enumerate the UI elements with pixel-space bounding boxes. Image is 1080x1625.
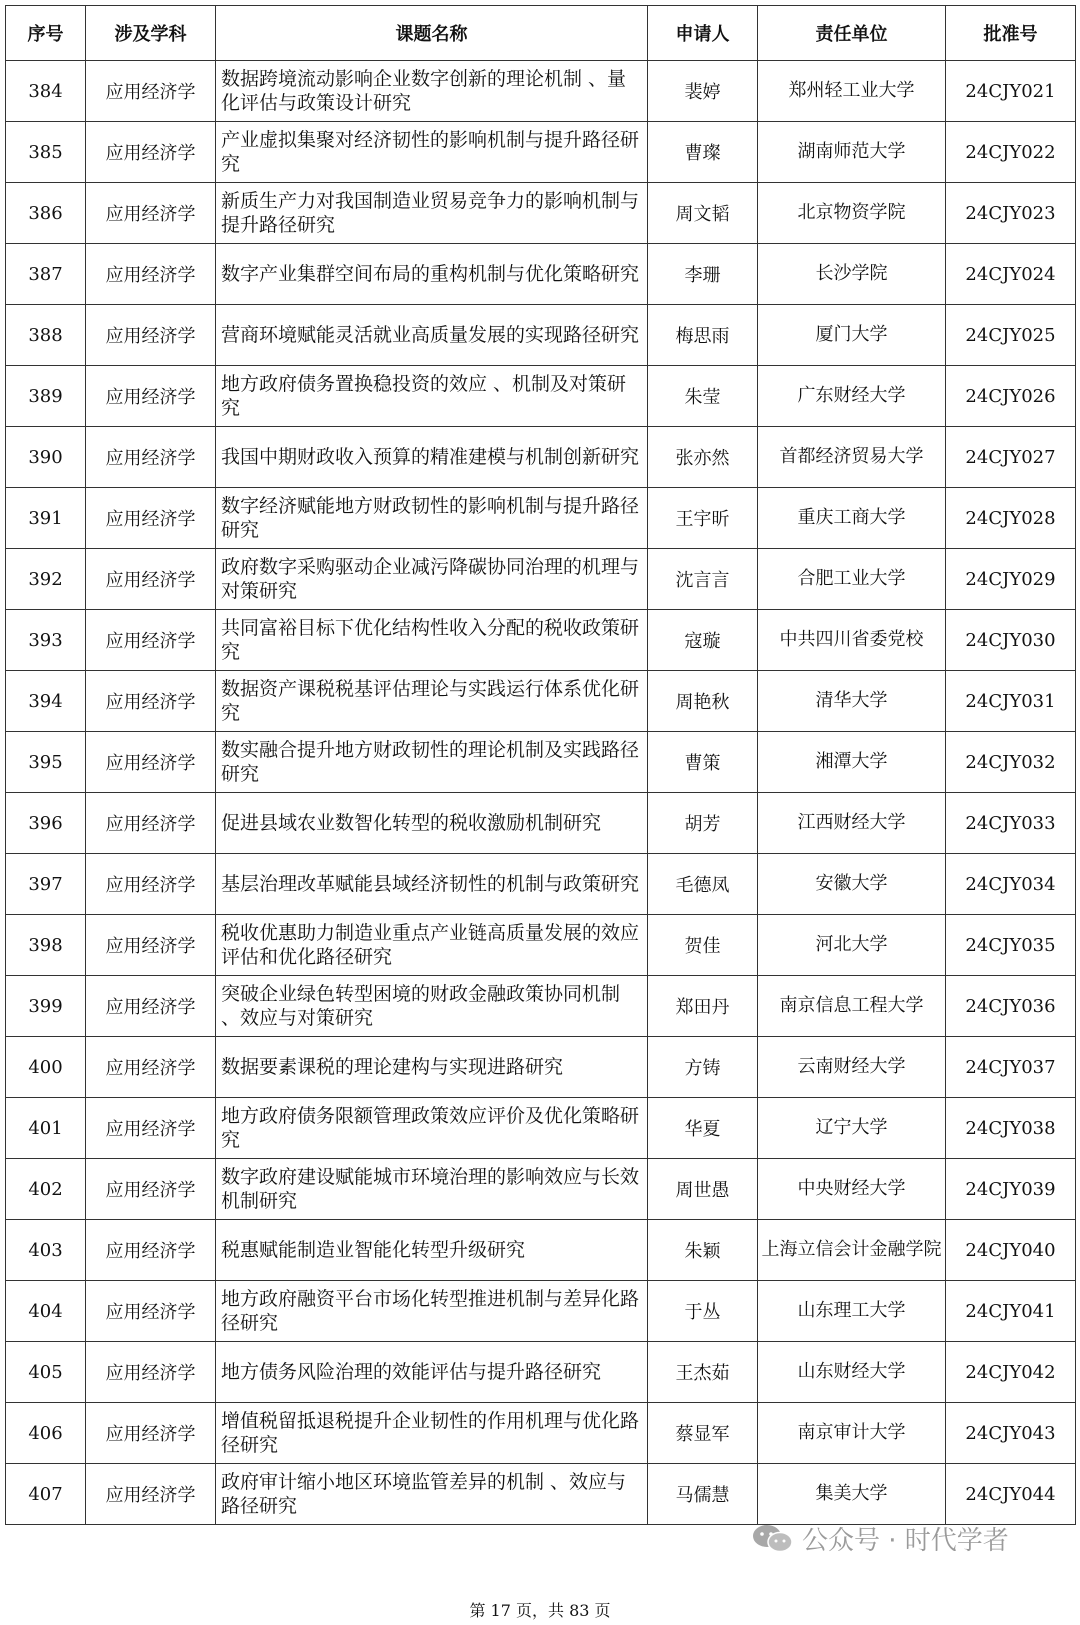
cell-unit: 湖南师范大学	[758, 122, 946, 183]
cell-applicant: 蔡显军	[648, 1403, 758, 1464]
cell-approval: 24CJY040	[946, 1220, 1076, 1281]
cell-applicant: 沈言言	[648, 549, 758, 610]
cell-title: 地方债务风险治理的效能评估与提升路径研究	[216, 1342, 648, 1403]
cell-subject: 应用经济学	[86, 122, 216, 183]
cell-applicant: 郑田丹	[648, 976, 758, 1037]
table-row	[6, 183, 1076, 244]
cell-subject: 应用经济学	[86, 61, 216, 122]
cell-title: 产业虚拟集聚对经济韧性的影响机制与提升路径研究	[216, 122, 648, 183]
cell-title: 数字政府建设赋能城市环境治理的影响效应与长效机制研究	[216, 1159, 648, 1220]
cell-unit: 云南财经大学	[758, 1037, 946, 1098]
cell-unit: 广东财经大学	[758, 366, 946, 427]
cell-approval: 24CJY030	[946, 610, 1076, 671]
cell-seq: 392	[6, 549, 86, 610]
cell-unit: 河北大学	[758, 915, 946, 976]
cell-title: 数据跨境流动影响企业数字创新的理论机制 、量化评估与政策设计研究	[216, 61, 648, 122]
table-row	[6, 427, 1076, 488]
cell-unit: 合肥工业大学	[758, 549, 946, 610]
cell-subject: 应用经济学	[86, 854, 216, 915]
cell-applicant: 周艳秋	[648, 671, 758, 732]
cell-seq: 393	[6, 610, 86, 671]
cell-unit: 首都经济贸易大学	[758, 427, 946, 488]
cell-approval: 24CJY022	[946, 122, 1076, 183]
cell-seq: 404	[6, 1281, 86, 1342]
cell-applicant: 周文韬	[648, 183, 758, 244]
cell-subject: 应用经济学	[86, 1403, 216, 1464]
cell-seq: 386	[6, 183, 86, 244]
cell-subject: 应用经济学	[86, 671, 216, 732]
cell-seq: 407	[6, 1464, 86, 1525]
cell-seq: 400	[6, 1037, 86, 1098]
cell-title: 地方政府债务置换稳投资的效应 、机制及对策研究	[216, 366, 648, 427]
cell-subject: 应用经济学	[86, 1464, 216, 1525]
cell-seq: 391	[6, 488, 86, 549]
cell-seq: 395	[6, 732, 86, 793]
cell-subject: 应用经济学	[86, 244, 216, 305]
cell-approval: 24CJY036	[946, 976, 1076, 1037]
cell-unit: 重庆工商大学	[758, 488, 946, 549]
wechat-icon	[752, 1523, 794, 1555]
cell-unit: 安徽大学	[758, 854, 946, 915]
cell-seq: 398	[6, 915, 86, 976]
table-row	[6, 610, 1076, 671]
cell-title: 新质生产力对我国制造业贸易竞争力的影响机制与提升路径研究	[216, 183, 648, 244]
cell-applicant: 王杰茹	[648, 1342, 758, 1403]
cell-applicant: 朱颖	[648, 1220, 758, 1281]
cell-approval: 24CJY026	[946, 366, 1076, 427]
table-row	[6, 122, 1076, 183]
cell-seq: 397	[6, 854, 86, 915]
table-row	[6, 1037, 1076, 1098]
cell-title: 税收优惠助力制造业重点产业链高质量发展的效应评估和优化路径研究	[216, 915, 648, 976]
table-row	[6, 793, 1076, 854]
cell-subject: 应用经济学	[86, 305, 216, 366]
cell-unit: 辽宁大学	[758, 1098, 946, 1159]
project-table	[5, 5, 1076, 1525]
cell-subject: 应用经济学	[86, 915, 216, 976]
cell-approval: 24CJY038	[946, 1098, 1076, 1159]
cell-applicant: 裴婷	[648, 61, 758, 122]
cell-title: 政府审计缩小地区环境监管差异的机制 、效应与路径研究	[216, 1464, 648, 1525]
header-subject: 涉及学科	[86, 6, 216, 61]
cell-title: 基层治理改革赋能县域经济韧性的机制与政策研究	[216, 854, 648, 915]
table-row	[6, 671, 1076, 732]
cell-approval: 24CJY035	[946, 915, 1076, 976]
cell-title: 政府数字采购驱动企业减污降碳协同治理的机理与对策研究	[216, 549, 648, 610]
cell-seq: 403	[6, 1220, 86, 1281]
table-row	[6, 1220, 1076, 1281]
cell-approval: 24CJY032	[946, 732, 1076, 793]
cell-subject: 应用经济学	[86, 976, 216, 1037]
cell-approval: 24CJY037	[946, 1037, 1076, 1098]
cell-approval: 24CJY021	[946, 61, 1076, 122]
cell-seq: 394	[6, 671, 86, 732]
table-row	[6, 488, 1076, 549]
cell-approval: 24CJY027	[946, 427, 1076, 488]
watermark-text: 公众号 · 时代学者	[802, 1526, 1009, 1556]
watermark	[752, 1520, 1009, 1557]
cell-subject: 应用经济学	[86, 1281, 216, 1342]
table-row	[6, 915, 1076, 976]
cell-applicant: 张亦然	[648, 427, 758, 488]
page-number-footer: 第 17 页，共 83 页	[469, 1601, 611, 1620]
cell-subject: 应用经济学	[86, 427, 216, 488]
cell-approval: 24CJY033	[946, 793, 1076, 854]
cell-applicant: 方铸	[648, 1037, 758, 1098]
cell-unit: 上海立信会计金融学院	[758, 1220, 946, 1281]
cell-seq: 389	[6, 366, 86, 427]
table-row	[6, 244, 1076, 305]
cell-seq: 399	[6, 976, 86, 1037]
cell-title: 我国中期财政收入预算的精准建模与机制创新研究	[216, 427, 648, 488]
cell-applicant: 王宇昕	[648, 488, 758, 549]
cell-subject: 应用经济学	[86, 1220, 216, 1281]
cell-unit: 湘潭大学	[758, 732, 946, 793]
cell-title: 促进县域农业数智化转型的税收激励机制研究	[216, 793, 648, 854]
cell-unit: 集美大学	[758, 1464, 946, 1525]
table-body	[6, 61, 1076, 1525]
cell-seq: 396	[6, 793, 86, 854]
cell-approval: 24CJY041	[946, 1281, 1076, 1342]
cell-seq: 401	[6, 1098, 86, 1159]
cell-title: 增值税留抵退税提升企业韧性的作用机理与优化路径研究	[216, 1403, 648, 1464]
cell-unit: 山东理工大学	[758, 1281, 946, 1342]
table-row	[6, 1281, 1076, 1342]
cell-approval: 24CJY044	[946, 1464, 1076, 1525]
cell-title: 数实融合提升地方财政韧性的理论机制及实践路径研究	[216, 732, 648, 793]
cell-seq: 388	[6, 305, 86, 366]
cell-subject: 应用经济学	[86, 1159, 216, 1220]
cell-applicant: 于丛	[648, 1281, 758, 1342]
table-row	[6, 305, 1076, 366]
table-row	[6, 1403, 1076, 1464]
cell-title: 数字产业集群空间布局的重构机制与优化策略研究	[216, 244, 648, 305]
table-row	[6, 1098, 1076, 1159]
table-row	[6, 549, 1076, 610]
cell-seq: 384	[6, 61, 86, 122]
cell-subject: 应用经济学	[86, 1037, 216, 1098]
table-row	[6, 1464, 1076, 1525]
cell-unit: 北京物资学院	[758, 183, 946, 244]
cell-applicant: 胡芳	[648, 793, 758, 854]
cell-applicant: 周世愚	[648, 1159, 758, 1220]
cell-seq: 402	[6, 1159, 86, 1220]
cell-approval: 24CJY031	[946, 671, 1076, 732]
table-row	[6, 1342, 1076, 1403]
cell-applicant: 李珊	[648, 244, 758, 305]
cell-title: 数据资产课税税基评估理论与实践运行体系优化研究	[216, 671, 648, 732]
header-unit: 责任单位	[758, 6, 946, 61]
cell-title: 地方政府融资平台市场化转型推进机制与差异化路径研究	[216, 1281, 648, 1342]
table-row	[6, 976, 1076, 1037]
cell-subject: 应用经济学	[86, 488, 216, 549]
header-seq: 序号	[6, 6, 86, 61]
cell-subject: 应用经济学	[86, 732, 216, 793]
cell-subject: 应用经济学	[86, 549, 216, 610]
cell-approval: 24CJY023	[946, 183, 1076, 244]
cell-unit: 南京审计大学	[758, 1403, 946, 1464]
cell-subject: 应用经济学	[86, 366, 216, 427]
table-row	[6, 366, 1076, 427]
cell-unit: 南京信息工程大学	[758, 976, 946, 1037]
cell-seq: 387	[6, 244, 86, 305]
cell-title: 数字经济赋能地方财政韧性的影响机制与提升路径研究	[216, 488, 648, 549]
cell-applicant: 朱莹	[648, 366, 758, 427]
cell-unit: 郑州轻工业大学	[758, 61, 946, 122]
table-header-row	[6, 6, 1076, 61]
header-title: 课题名称	[216, 6, 648, 61]
cell-title: 共同富裕目标下优化结构性收入分配的税收政策研究	[216, 610, 648, 671]
cell-subject: 应用经济学	[86, 793, 216, 854]
table-row	[6, 61, 1076, 122]
cell-seq: 405	[6, 1342, 86, 1403]
cell-approval: 24CJY043	[946, 1403, 1076, 1464]
cell-subject: 应用经济学	[86, 1098, 216, 1159]
cell-subject: 应用经济学	[86, 1342, 216, 1403]
header-approval: 批准号	[946, 6, 1076, 61]
cell-applicant: 毛德凤	[648, 854, 758, 915]
header-applicant: 申请人	[648, 6, 758, 61]
cell-approval: 24CJY029	[946, 549, 1076, 610]
cell-title: 地方政府债务限额管理政策效应评价及优化策略研究	[216, 1098, 648, 1159]
cell-applicant: 贺佳	[648, 915, 758, 976]
cell-seq: 406	[6, 1403, 86, 1464]
cell-title: 税惠赋能制造业智能化转型升级研究	[216, 1220, 648, 1281]
table-row	[6, 732, 1076, 793]
cell-title: 营商环境赋能灵活就业高质量发展的实现路径研究	[216, 305, 648, 366]
cell-approval: 24CJY034	[946, 854, 1076, 915]
cell-approval: 24CJY025	[946, 305, 1076, 366]
cell-title: 数据要素课税的理论建构与实现进路研究	[216, 1037, 648, 1098]
cell-unit: 长沙学院	[758, 244, 946, 305]
table-row	[6, 854, 1076, 915]
cell-seq: 390	[6, 427, 86, 488]
cell-applicant: 马儒慧	[648, 1464, 758, 1525]
cell-approval: 24CJY042	[946, 1342, 1076, 1403]
cell-unit: 山东财经大学	[758, 1342, 946, 1403]
cell-subject: 应用经济学	[86, 610, 216, 671]
cell-unit: 清华大学	[758, 671, 946, 732]
table-row	[6, 1159, 1076, 1220]
cell-unit: 江西财经大学	[758, 793, 946, 854]
cell-applicant: 曹策	[648, 732, 758, 793]
cell-applicant: 梅思雨	[648, 305, 758, 366]
cell-applicant: 寇璇	[648, 610, 758, 671]
cell-unit: 中央财经大学	[758, 1159, 946, 1220]
cell-approval: 24CJY024	[946, 244, 1076, 305]
cell-seq: 385	[6, 122, 86, 183]
cell-unit: 中共四川省委党校	[758, 610, 946, 671]
cell-unit: 厦门大学	[758, 305, 946, 366]
cell-approval: 24CJY039	[946, 1159, 1076, 1220]
cell-approval: 24CJY028	[946, 488, 1076, 549]
cell-subject: 应用经济学	[86, 183, 216, 244]
cell-title: 突破企业绿色转型困境的财政金融政策协同机制 、效应与对策研究	[216, 976, 648, 1037]
cell-applicant: 曹璨	[648, 122, 758, 183]
cell-applicant: 华夏	[648, 1098, 758, 1159]
